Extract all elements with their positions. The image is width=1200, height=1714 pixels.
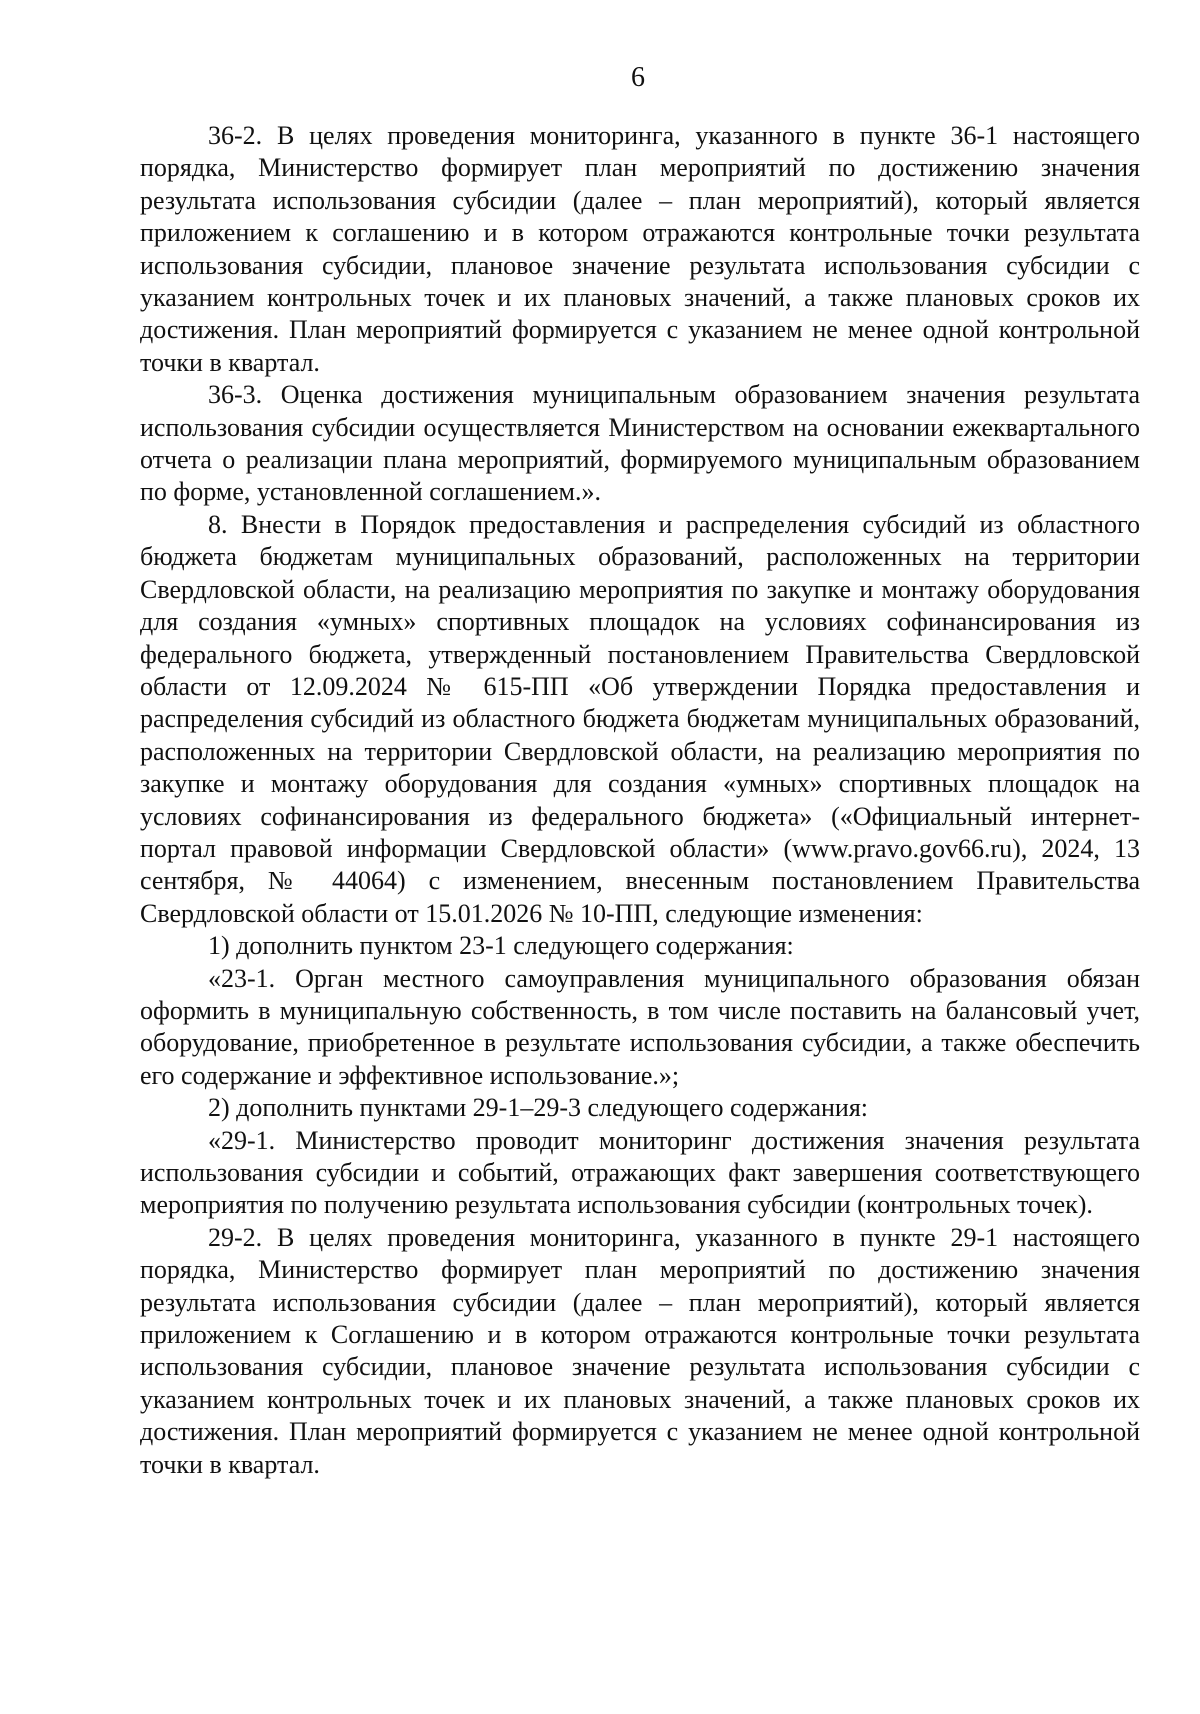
paragraph-29-2: 29-2. В целях проведения мониторинга, указанного в пункте 29-1 настоящего порядка, Министерство формирует план мероприятий по достижению значения результата использования субсидии (далее – план мероприятий), который является приложением к Соглашению и в котором отражаются контрольные точки результата использования субсидии, плановое значение результата использования субсидии с указанием контрольных точек и их плановых значений, а также плановых сроков их достижения. План мероприятий формируется с указанием не менее одной контрольной точки в квартал. xyxy=(140,1222,1140,1479)
paragraph-item-8: 8. Внести в Порядок предоставления и распределения субсидий из областного бюджета бюджетам муниципальных образований, расположенных на территории Свердловской области, на реализацию мероприятия по закупке и монтажу оборудования для создания «умных» спортивных площадок на условиях софинансирования из федерального бюджета, утвержденный постановлением Правительства Свердловской области от 12.09.2024 № 615-ПП «Об утверждении Порядка предоставления и распределения субсидий из областного бюджета бюджетам муниципальных образований, расположенных на территории Свердловской области, на реализацию мероприятия по закупке и монтажу оборудования для создания «умных» спортивных площадок на условиях софинансирования из федерального бюджета» («Официальный интернет-портал правовой информации Свердловской области» (www.pravo.gov66.ru), 2024, 13 сентября, № 44064) с изменением, внесенным постановлением Правительства Свердловской области от 15.01.2026 № 10-ПП, следующие изменения: xyxy=(140,509,1140,928)
paragraph-36-2: 36-2. В целях проведения мониторинга, указанного в пункте 36-1 настоящего порядка, Министерство формирует план мероприятий по достижению значения результата использования субсидии (далее – план мероприятий), который является приложением к соглашению и в котором отражаются контрольные точки результата использования субсидии, плановое значение результата использования субсидии с указанием контрольных точек и их плановых значений, а также плановых сроков их достижения. План мероприятий формируется с указанием не менее одной контрольной точки в квартал. xyxy=(140,121,1140,377)
document-body xyxy=(140,120,1140,1481)
paragraph-29-1: «29-1. Министерство проводит мониторинг достижения значения результата использования субсидии и событий, отражающих факт завершения соответствующего мероприятия по получению результата использования субсидии (контрольных точек). xyxy=(140,1125,1140,1220)
page-number: 6 xyxy=(631,62,645,93)
paragraph-subitem-2: 2) дополнить пунктами 29-1–29-3 следующего содержания: xyxy=(208,1093,869,1123)
paragraph-36-3: 36-3. Оценка достижения муниципальным образованием значения результата использования субсидии осуществляется Министерством на основании ежеквартального отчета о реализации плана мероприятий, формируемого муниципальным образованием по форме, установленной соглашением.». xyxy=(140,380,1140,507)
paragraph-23-1: «23-1. Орган местного самоуправления муниципального образования обязан оформить в муниципальную собственность, в том числе поставить на балансовый учет, оборудование, приобретенное в результате использования субсидии, а также обеспечить его содержание и эффективное использование.»; xyxy=(140,963,1140,1090)
paragraph-subitem-1: 1) дополнить пунктом 23-1 следующего содержания: xyxy=(208,931,794,961)
